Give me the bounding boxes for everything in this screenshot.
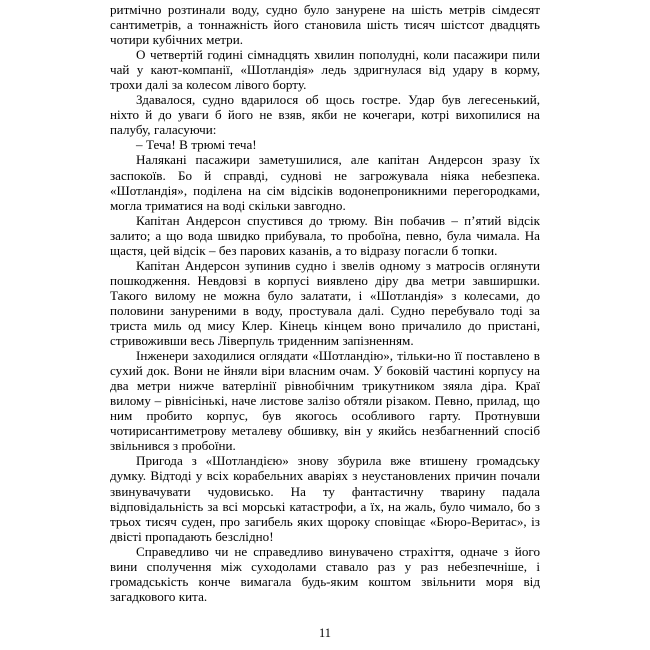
paragraph: Інженери заходилися оглядати «Шотландію», тільки-но її поставлено в сухий док. Вони не йняли віри власним очам. У боковій частині корпусу на два метри нижче ватерлінії рівнобічним трикутником зяяла діра. Краї вилому – рівнісінькі, наче листове залізо обтяли різаком. Певно, прилад, що ним пробито корпус, був якогось особливого гарту. Протнувши чотирисантиметрову металеву обшивку, він у якийсь незбагненний спосіб звільнився з пробоїни. <box>110 348 540 454</box>
paragraph: Капітан Андерсон спустився до трюму. Він побачив – п’ятий відсік залито; а що вода швидко прибувала, то пробоїна, певно, була чимала. На щастя, цей відсік – без парових казанів, а то відразу погасли б топки. <box>110 212 540 258</box>
paragraph-dialogue: – Теча! В трюмі теча! <box>136 137 257 153</box>
paragraph: Капітан Андерсон зупинив судно і звелів одному з матросів оглянути пошкодження. Невдовзі в корпусі виявлено діру два метри завширшки. Такого вилому не можна було залатати, і «Шотландія» з колесами, до половини зануреними в воду, простувала далі. Судно перебувало тоді за триста миль од мису Клер. Кінець кінцем воно причалило до пристані, стривоживши весь Ліверпуль триденним запізненням. <box>110 257 540 349</box>
paragraph: Пригода з «Шотландією» знову збурила вже втишену громадську думку. Відтоді у всіх корабельних аваріях з неустановлених причин почали звинувачувати чудовисько. На ту фантастичну тварину падала відповідальність за всі морські катастрофи, а їх, на жаль, було чимало, бо з трьох тисяч суден, про загибель яких щороку сповіщає «Бюро-Веритас», із двісті пропадають безслідно! <box>110 453 540 544</box>
paragraph-continuation: ритмічно розтинали воду, судно було занурене на шість метрів сімдесят сантиметрів, а тоннажність його становила шість тисяч шістсот двадцять чотири кубічних метри. <box>110 2 540 48</box>
paragraph: Справедливо чи не справедливо винувачено страхіття, одначе з його вини сполучення між суходолами ставало раз у раз небезпечніше, і громадськість конче вимагала будь-яким коштом звільнити моря від загадкового кита. <box>110 543 540 604</box>
paragraph: О четвертій годині сімнадцять хвилин пополудні, коли пасажири пили чай у кают-компанії, «Шотландія» ледь здригнулася від удару в корму, трохи далі за колесом лівого борту. <box>110 47 540 93</box>
page-number: 11 <box>319 626 331 640</box>
paragraph: Здавалося, судно вдарилося об щось гостре. Удар був легесенький, ніхто й до уваги б його не взяв, якби не кочегари, котрі вихопилися на палубу, галасуючи: <box>110 92 540 138</box>
body-text-block <box>110 2 540 604</box>
paragraph: Налякані пасажири заметушилися, але капітан Андерсон зразу їх заспокоїв. Бо й справді, суднові не загрожувала ніяка небезпека. «Шотландія», поділена на сім відсіків водонепроникними перегородками, могла триматися на воді скільки завгодно. <box>110 152 540 213</box>
